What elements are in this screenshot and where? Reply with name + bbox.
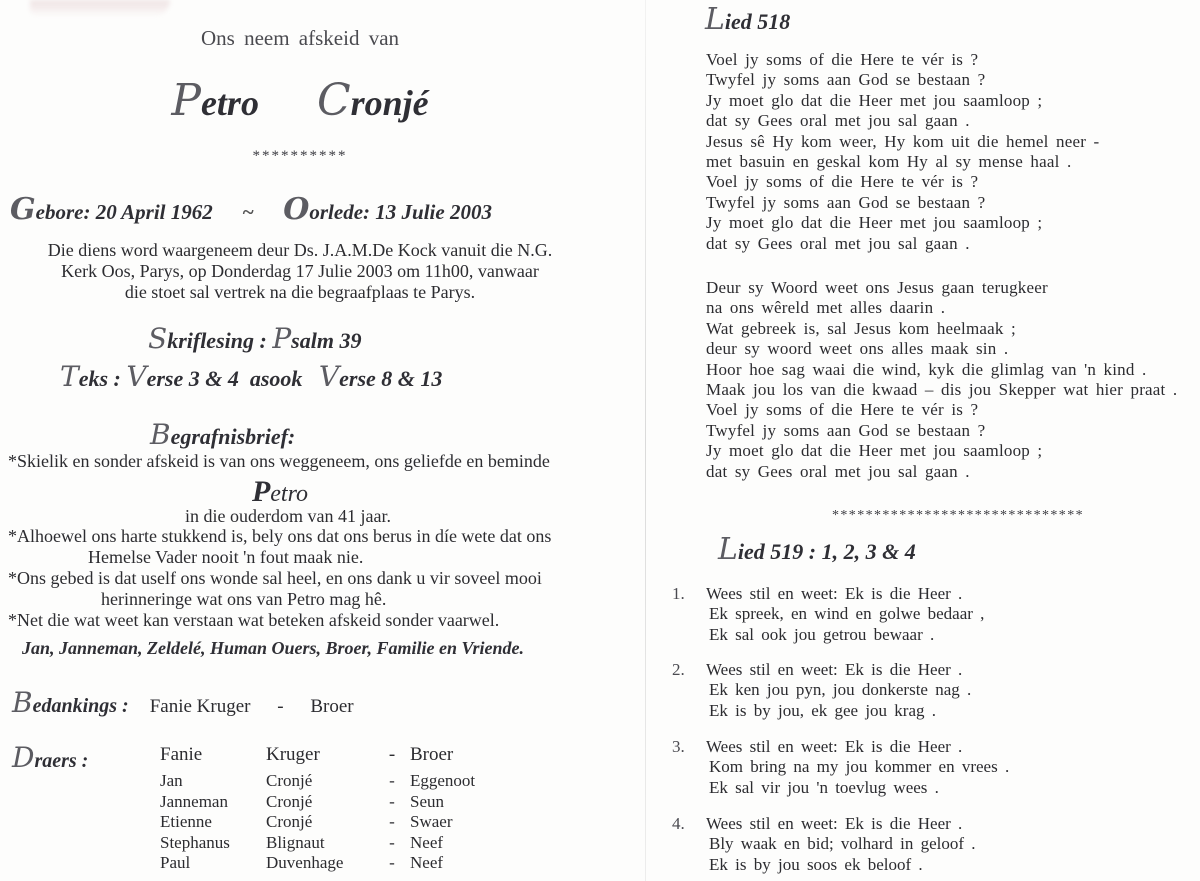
lyric-line: Jy moet glo dat die Heer met jou saamloop ; <box>706 213 1043 233</box>
letter-name-initial: P <box>251 475 271 508</box>
thanks-section <box>12 686 354 719</box>
hymn-initial: L <box>718 532 738 567</box>
lyric-line: Jesus sê Hy kom weer, Hy kom uit die hemel neer - <box>706 131 1100 151</box>
lyric-line: na ons wêreld met alles daarin . <box>706 298 946 318</box>
lyric-line: deur sy woord weet ons alles maak sin . <box>706 339 1009 359</box>
verse-value-1: erse 3 & 4 <box>146 366 239 391</box>
bearers-initial: D <box>12 741 35 774</box>
verse-value-2: erse 8 & 13 <box>339 366 443 391</box>
bearer-last-name: Duvenhage <box>266 853 344 872</box>
letter-line-1: *Skielik en sonder afskeid is van ons weggeneem, ons geliefde en beminde <box>8 451 550 471</box>
bearer-first-name: Fanie <box>160 744 203 765</box>
hymn-518-heading <box>705 2 790 37</box>
born-initial: G <box>10 192 36 227</box>
star-divider: ****************************** <box>832 508 1084 523</box>
bearer-first-name: Janneman <box>160 791 228 811</box>
bearer-first-name: Etienne <box>160 812 212 831</box>
scripture-initial: S <box>148 322 168 355</box>
bearer-row <box>160 812 510 833</box>
name-last-initial: C <box>316 75 351 126</box>
funeral-letter-heading <box>150 418 295 451</box>
lyric-line: Ek is by jou soos ek beloof . <box>709 854 923 874</box>
lyric-line: Voel jy soms of die Here te vér is ? <box>706 172 979 192</box>
text-label: eks : <box>78 366 121 391</box>
died-initial: O <box>283 192 310 227</box>
date-separator: ~ <box>242 200 254 224</box>
bearer-relation: Broer <box>410 744 454 765</box>
lyric-line: Twyfel jy soms aan God se bestaan ? <box>706 70 986 90</box>
bearer-relation: Neef <box>410 832 444 852</box>
lyric-line: Kom bring na my jou kommer en vrees . <box>709 757 1010 777</box>
lyric-line: Maak jou los van die kwaad – dis jou Skepper wat hier praat . <box>706 380 1178 400</box>
scan-shadow <box>30 0 170 16</box>
verse-initial: V <box>318 360 340 393</box>
text-initial: T <box>60 360 79 393</box>
bearer-first-name: Stephanus <box>160 832 230 852</box>
letter-line-5: *Net die wat weet kan verstaan wat beteken afskeid sonder vaarwel. <box>8 610 500 630</box>
bearer-row <box>160 853 510 874</box>
lyric-line: Ek spreek, en wind en golwe bedaar , <box>709 604 985 624</box>
bearer-dash: - <box>389 771 395 790</box>
died-date: 13 Julie 2003 <box>375 200 492 224</box>
thanks-value <box>150 696 354 717</box>
bearer-dash: - <box>389 812 395 831</box>
lyric-line: Twyfel jy soms aan God se bestaan ? <box>706 420 986 440</box>
born-label: ebore: <box>35 200 91 224</box>
name-first-rest: etro <box>200 83 259 123</box>
lyric-line: Wees stil en weet: Ek is die Heer . <box>706 584 963 603</box>
family-signature <box>22 638 524 659</box>
bearer-relation: Seun <box>410 791 444 811</box>
letter-name-rest: etro <box>270 481 309 507</box>
lyric-line: Ek is by jou, ek gee jou krag . <box>709 700 937 720</box>
text-connector: asook <box>249 366 303 391</box>
letter-label: egrafnisbrief: <box>170 424 296 449</box>
stanza-number: 2. <box>672 660 685 679</box>
hymn-title: ied 519 : 1, 2, 3 & 4 <box>737 539 916 564</box>
lyric-line: Wees stil en weet: Ek is die Heer . <box>706 660 963 679</box>
thanks-relation: Broer <box>310 696 354 717</box>
hymn-518-verse-1 <box>706 50 1099 254</box>
lyric-line: Ek sal ook jou getrou bewaar . <box>709 624 935 644</box>
lyric-line: Wees stil en weet: Ek is die Heer . <box>706 814 963 833</box>
star-divider: ********** <box>252 148 348 164</box>
bearer-dash: - <box>389 832 395 852</box>
bearer-relation: Eggenoot <box>410 771 476 790</box>
hymn-initial: L <box>705 2 725 37</box>
bearers-table <box>160 744 510 874</box>
bearers-heading <box>12 741 88 774</box>
thanks-label: edankings : <box>32 695 129 717</box>
thanks-dash: - <box>277 696 284 717</box>
verse-initial: V <box>126 360 147 393</box>
lyric-line: met basuin en geskal kom Hy al sy mense haal . <box>706 152 1072 172</box>
letter-line-4a: *Ons gebed is dat uself ons wonde sal heel, en ons dank u vir soveel mooi <box>8 568 542 588</box>
lyric-line: Wees stil en weet: Ek is die Heer . <box>706 737 963 756</box>
page-fold <box>645 0 646 881</box>
hymn-519-stanza-3 <box>672 737 1009 798</box>
text-verses <box>60 360 442 393</box>
bearer-last-name: Cronjé <box>266 771 313 790</box>
lyric-line: dat sy Gees oral met jou sal gaan . <box>706 233 970 253</box>
hymn-519-stanza-1 <box>672 584 984 645</box>
bearer-first-name: Jan <box>160 771 183 790</box>
service-line: Kerk Oos, Parys, op Donderdag 17 Julie 2003 om 11h00, vanwaar <box>61 261 539 281</box>
bearer-first-name: Paul <box>160 853 191 872</box>
bearer-last-name: Kruger <box>266 744 320 765</box>
letter-line-3b: Hemelse Vader nooit 'n fout maak nie. <box>88 547 364 567</box>
page-title: Ons neem afskeid van <box>200 26 400 50</box>
bearer-row <box>160 771 510 792</box>
service-details <box>0 240 600 303</box>
hymn-519-heading <box>718 532 916 567</box>
stanza-number: 4. <box>672 814 685 833</box>
lyric-line: Ek sal vir jou 'n toevlug wees . <box>709 777 939 797</box>
bearers-label: raers : <box>34 750 89 772</box>
letter-line-3a: *Alhoewel ons harte stukkend is, bely ons dat ons berus in díe wete dat ons <box>8 526 552 546</box>
family-names: Jan, Janneman, Zeldelé, Human Ouers, Broer, Familie en Vriende. <box>22 638 525 658</box>
hymn-519-stanza-4 <box>672 814 976 875</box>
lyric-line: Deur sy Woord weet ons Jesus gaan terugkeer <box>706 278 1048 297</box>
died-label: orlede: <box>309 200 371 224</box>
lyric-line: Voel jy soms of die Here te vér is ? <box>706 50 979 69</box>
life-dates <box>10 192 492 227</box>
psalm-initial: P <box>272 322 292 355</box>
letter-line-4b: herinneringe wat ons van Petro mag hê. <box>101 589 387 609</box>
bearer-row <box>160 833 510 854</box>
bearer-row <box>160 792 510 813</box>
service-line: Die diens word waargeneem deur Ds. J.A.M.De Kock vanuit die N.G. <box>47 240 553 260</box>
lyric-line: Wat gebreek is, sal Jesus kom heelmaak ; <box>706 318 1016 338</box>
bearer-last-name: Cronjé <box>266 791 313 811</box>
bearer-relation: Neef <box>410 853 444 872</box>
lyric-line: Jy moet glo dat die Heer met jou saamloop ; <box>706 90 1043 110</box>
bearer-dash: - <box>388 744 396 765</box>
name-first-initial: P <box>171 75 201 126</box>
bearer-dash: - <box>389 853 395 872</box>
psalm-value: salm 39 <box>291 328 362 353</box>
lyric-line: Bly waak en bid; volhard in geloof . <box>709 834 976 854</box>
scripture-label: kriflesing : <box>167 328 267 353</box>
lyric-line: dat sy Gees oral met jou sal gaan . <box>706 461 970 481</box>
bearer-dash: - <box>389 791 395 811</box>
service-line: die stoet sal vertrek na die begraafplaas te Parys. <box>124 282 476 302</box>
scripture-reading <box>148 322 361 355</box>
letter-name <box>0 475 560 509</box>
lyric-line: Twyfel jy soms aan God se bestaan ? <box>706 192 986 212</box>
lyric-line: Hoor hoe sag waai die wind, kyk die glimlag van 'n kind . <box>706 359 1147 379</box>
hymn-518-verse-2 <box>706 278 1177 482</box>
bearer-relation: Swaer <box>410 812 453 831</box>
deceased-name <box>0 75 600 126</box>
born-date: 20 April 1962 <box>95 200 213 224</box>
lyric-line: Ek ken jou pyn, jou donkerste nag . <box>709 680 972 700</box>
bearer-row <box>160 744 510 771</box>
lyric-line: Voel jy soms of die Here te vér is ? <box>706 400 979 420</box>
name-last-rest: ronjé <box>350 83 429 123</box>
letter-initial: B <box>150 418 171 451</box>
hymn-519-stanza-2 <box>672 660 971 721</box>
lyric-line: dat sy Gees oral met jou sal gaan . <box>706 111 970 131</box>
letter-line-2: in die ouderdom van 41 jaar. <box>185 506 391 526</box>
stanza-number: 3. <box>672 737 685 756</box>
stanza-number: 1. <box>672 584 685 603</box>
hymn-title: ied 518 <box>724 9 791 34</box>
thanks-person: Fanie Kruger <box>149 696 251 717</box>
thanks-initial: B <box>12 686 33 719</box>
bearer-last-name: Blignaut <box>266 832 325 852</box>
lyric-line: Jy moet glo dat die Heer met jou saamloop ; <box>706 441 1043 461</box>
bearer-last-name: Cronjé <box>266 812 313 831</box>
